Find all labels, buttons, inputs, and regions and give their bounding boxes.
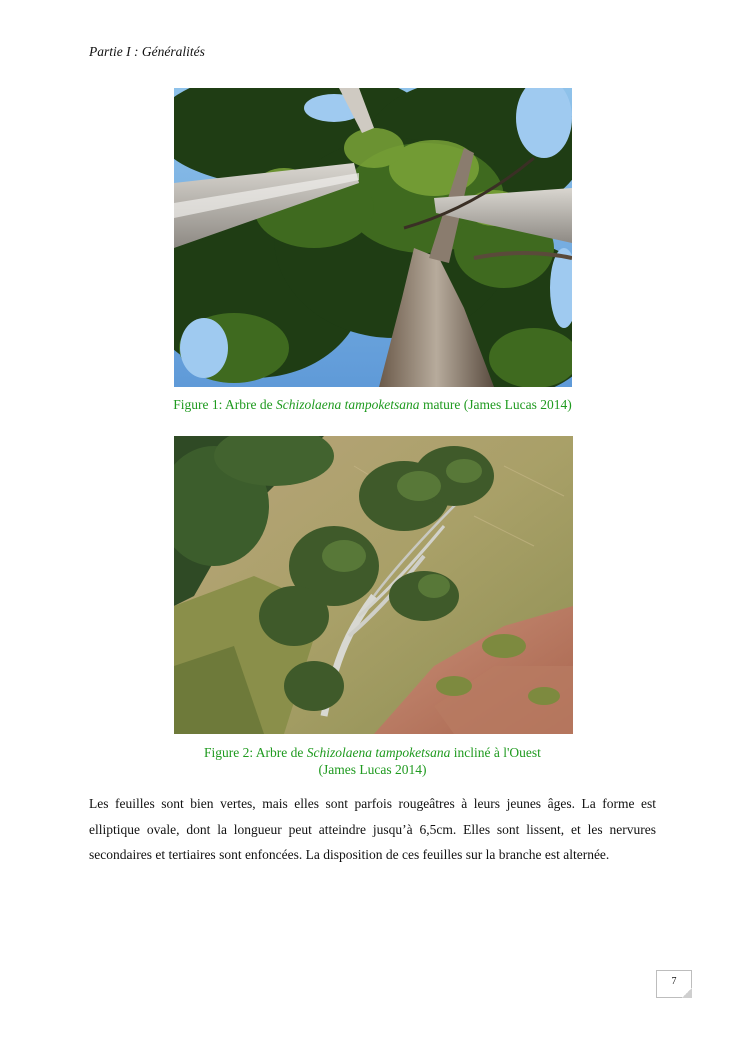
caption-suffix: incliné à l'Ouest [450,745,541,760]
caption-prefix: Figure 2: Arbre de [204,745,307,760]
page-curl-icon [682,988,692,998]
caption-line-2: (James Lucas 2014) [318,762,427,777]
caption-species: Schizolaena tampoketsana [306,745,451,760]
caption-prefix: Figure 1: Arbre de [173,397,276,412]
caption-line-1 [0,744,745,761]
page-number-text: 7 [671,976,677,987]
running-header: Partie I : Généralités [89,44,205,59]
page-number [656,970,692,998]
figure-1-caption [0,396,745,413]
figure-2-photo [174,436,573,734]
figure-2-caption [0,744,745,778]
figure-1-photo [174,88,572,387]
caption-species: Schizolaena tampoketsana [275,397,420,412]
caption-suffix: mature (James Lucas 2014) [419,397,572,412]
body-paragraph: Les feuilles sont bien vertes, mais elles sont parfois rougeâtres à leurs jeunes âges. La forme est elliptique ovale, dont la longueur peut atteindre jusqu’à 6,5cm. Elles sont lissent, et les nervures secondaires et tertiaires sont enfoncées. La disposition de ces feuilles sur la branche est alternée. [89,796,656,863]
